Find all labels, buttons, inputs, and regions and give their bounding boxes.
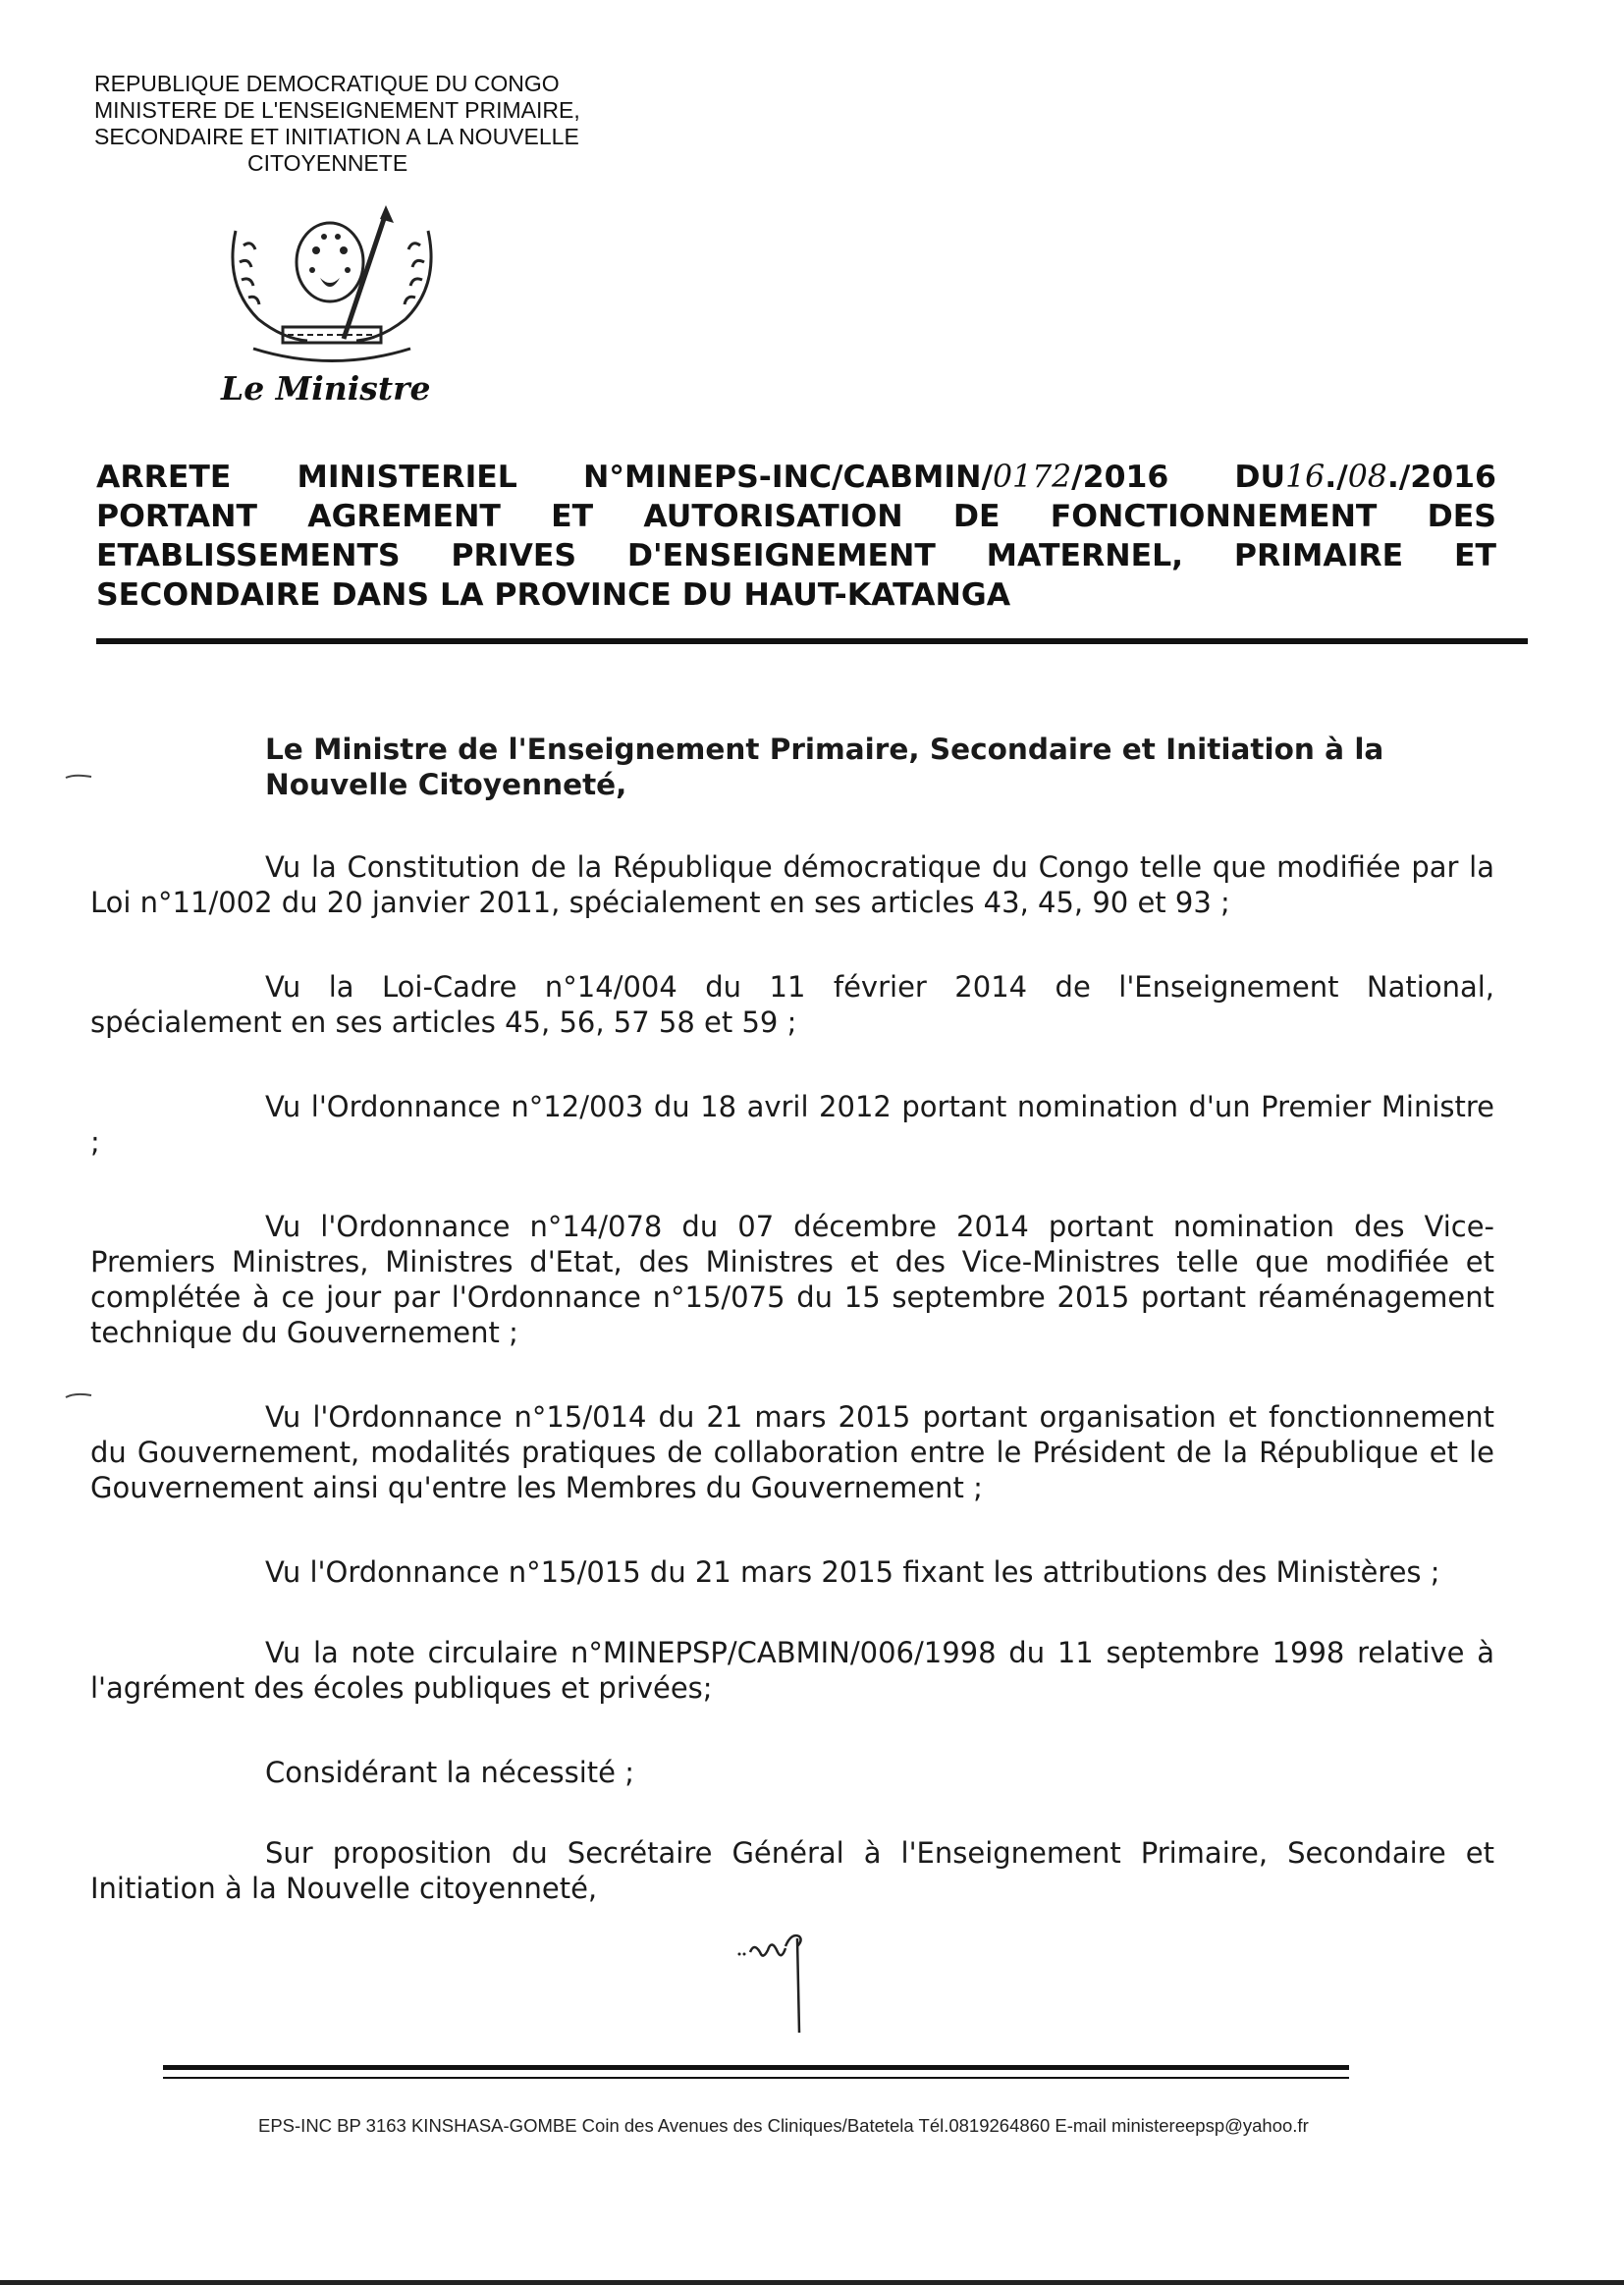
decree-date (1234, 458, 1496, 497)
considerations-paragraph: Vu la note circulaire n°MINEPSP/CABMIN/006/1998 du 11 septembre 1998 relative à l'agrément des écoles publiques et privées; (90, 1636, 1494, 1705)
title-line-3 (96, 536, 1496, 575)
decree-reference (583, 458, 1168, 497)
title-word: PRIVES (451, 538, 577, 573)
date-year: ./2016 (1386, 460, 1496, 495)
handwritten-day: 16 (1285, 460, 1326, 495)
title-word: MATERNEL, (986, 538, 1184, 573)
minister-intro: Le Ministre de l'Enseignement Primaire, Secondaire et Initiation à la Nouvelle Citoyenneté, (265, 733, 1384, 801)
considerations-paragraph: Vu l'Ordonnance n°15/015 du 21 mars 2015 fixant les attributions des Ministères ; (265, 1555, 1440, 1589)
title-word: AUTORISATION (643, 499, 903, 534)
footer-divider (163, 2065, 1349, 2070)
title-word: FONCTIONNEMENT (1050, 499, 1378, 534)
footer-divider-thin (163, 2077, 1349, 2079)
title-word: DES (1427, 499, 1496, 534)
title-word: DE (952, 499, 1001, 534)
title-word: PRIMAIRE (1233, 538, 1404, 573)
letterhead-line-2: MINISTERE DE L'ENSEIGNEMENT PRIMAIRE, (94, 97, 580, 123)
footer-contact: EPS-INC BP 3163 KINSHASA-GOMBE Coin des Avenues des Cliniques/Batetela Tél.0819264860 E-mail ministereepsp@yahoo.fr (258, 2115, 1309, 2136)
minister-label: Le Ministre (221, 369, 431, 408)
title-word: ETABLISSEMENTS (96, 538, 401, 573)
title-word: AGREMENT (307, 499, 501, 534)
letterhead-line-1: REPUBLIQUE DEMOCRATIQUE DU CONGO (94, 71, 560, 96)
reference-prefix: N°MINEPS-INC/CABMIN/ (582, 460, 993, 495)
date-prefix: DU (1234, 460, 1286, 495)
date-separator: ./ (1325, 460, 1348, 495)
title-word: PORTANT (96, 499, 257, 534)
considerations-paragraph: Sur proposition du Secrétaire Général à l'Enseignement Primaire, Secondaire et Initiation à la Nouvelle citoyenneté, (90, 1836, 1494, 1905)
letterhead (94, 71, 683, 177)
title-word: MINISTERIEL (297, 460, 517, 495)
handwritten-number: 0172 (993, 460, 1072, 495)
considerations-paragraph: Vu l'Ordonnance n°15/014 du 21 mars 2015 portant organisation et fonctionnement du Gouvernement, modalités pratiques de collaboration entre le Président de la République et le Gouvernement ainsi qu'entre les Membres du Gouvernement ; (90, 1400, 1494, 1504)
title-word: D'ENSEIGNEMENT (626, 538, 936, 573)
margin-mark (65, 1392, 92, 1398)
considerations-paragraph: Vu la Loi-Cadre n°14/004 du 11 février 2014 de l'Enseignement National, spécialement en ses articles 45, 56, 57 58 et 59 ; (90, 970, 1494, 1039)
scan-edge (0, 2280, 1624, 2285)
reference-year: /2016 (1071, 460, 1169, 495)
paraph-signature-icon (736, 1925, 844, 2042)
considerations-paragraph: Vu l'Ordonnance n°12/003 du 18 avril 2012 portant nomination d'un Premier Ministre ; (90, 1090, 1494, 1159)
decree-title (96, 458, 1496, 615)
decree-body (90, 732, 1494, 1955)
letterhead-line-4: CITOYENNETE (247, 150, 408, 176)
title-word: ET (551, 499, 594, 534)
title-word: ARRETE (96, 460, 232, 495)
letterhead-line-3: SECONDAIRE ET INITIATION A LA NOUVELLE (94, 124, 579, 149)
title-divider (96, 638, 1528, 644)
title-word: ET (1453, 538, 1496, 573)
considerations-paragraph: Considérant la nécessité ; (265, 1756, 634, 1789)
handwritten-month: 08 (1347, 460, 1387, 495)
title-line-1 (96, 458, 1496, 497)
coat-of-arms-icon (214, 201, 450, 368)
margin-mark (65, 774, 92, 780)
considerations-paragraph: Vu l'Ordonnance n°14/078 du 07 décembre 2014 portant nomination des Vice-Premiers Ministres, Ministres d'Etat, des Ministres et des Vice-Ministres telle que modifiée et complétée à ce jour par l'Ordonnance n°15/075 du 15 septembre 2015 portant réaménagement technique du Gouvernement ; (90, 1210, 1494, 1349)
considerations-paragraph: Vu la Constitution de la République démocratique du Congo telle que modifiée par la Loi n°11/002 du 20 janvier 2011, spécialement en ses articles 43, 45, 90 et 93 ; (90, 850, 1494, 919)
title-line-2 (96, 497, 1496, 536)
title-line-4: SECONDAIRE DANS LA PROVINCE DU HAUT-KATANGA (96, 577, 1011, 613)
